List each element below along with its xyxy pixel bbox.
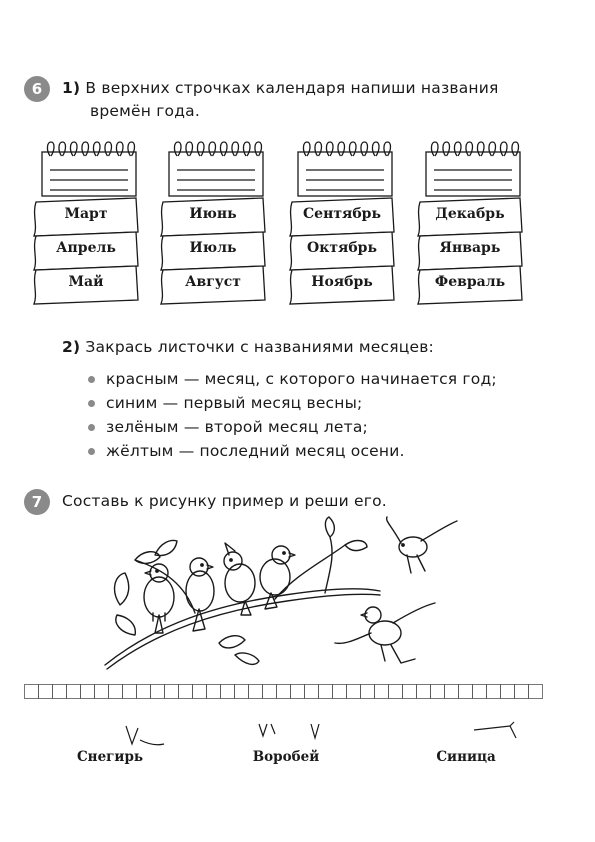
bullfinch-sketch [120,722,170,750]
bird-sparrow-3 [224,543,255,615]
calendar-ring [82,142,89,156]
task6-part1-number: 1) [62,79,81,97]
grid-cell[interactable] [473,685,487,699]
grid-cell[interactable] [193,685,207,699]
month-label: Август [185,274,241,290]
grid-cell[interactable] [361,685,375,699]
grid-cell[interactable] [375,685,389,699]
month-label: Сентябрь [303,206,381,222]
calendar-ring [243,142,250,156]
grid-cell[interactable] [319,685,333,699]
calendar-ring [220,142,227,156]
month-label: Март [64,206,108,222]
calendar-ring [477,142,484,156]
grid-cell[interactable] [137,685,151,699]
calendar-ring [255,142,262,156]
leaf [345,541,367,551]
grid-cell[interactable] [95,685,109,699]
bird-landing [335,603,435,663]
calendar-ring [326,142,333,156]
bullet-dot [88,400,95,407]
grid-cell[interactable] [221,685,235,699]
grid-cell[interactable] [515,685,529,699]
month-label: Май [68,274,104,290]
bird-label-tit: Синица [436,749,496,765]
tit-sketch [470,720,520,746]
calendar-ring [500,142,507,156]
calendar-ring [431,142,438,156]
grid-cell[interactable] [165,685,179,699]
month-label: Апрель [56,240,116,256]
calendar-ring [93,142,100,156]
bullet-item [88,370,497,388]
grid-cell[interactable] [81,685,95,699]
grid-cell[interactable] [417,685,431,699]
task6-part2-number: 2) [62,338,81,356]
grid-cell[interactable] [431,685,445,699]
grid-cell[interactable] [529,685,543,699]
calendar-ring [47,142,54,156]
grid-cell[interactable] [109,685,123,699]
grid-cell[interactable] [53,685,67,699]
bird-flying [387,517,457,573]
calendar-ring [384,142,391,156]
bird-sparrow-1 [144,564,174,633]
month-label: Декабрь [435,206,505,222]
task6-part2-line [62,338,434,356]
task6-part1-line1 [62,79,499,97]
calendar-ring [303,142,310,156]
grid-cell[interactable] [501,685,515,699]
grid-cell[interactable] [403,685,417,699]
leaf [116,615,135,635]
month-label: Февраль [434,274,506,290]
grid-cell[interactable] [277,685,291,699]
bullet-dot [88,448,95,455]
calendar-ring [489,142,496,156]
grid-cell[interactable] [445,685,459,699]
task6-part1-text: В верхних строчках календаря напиши названия [85,79,499,97]
bullet-text: жёлтым — последний месяц осени. [106,442,405,460]
month-label: Октябрь [307,240,377,256]
calendar-ring [116,142,123,156]
birds-illustration [95,515,475,680]
month-label: Июнь [189,206,237,222]
bird-sparrow-4 [260,546,295,609]
grid-cell[interactable] [25,685,39,699]
calendar-ring [372,142,379,156]
bullet-item [88,442,405,460]
task6-part2-text: Закрась листочки с названиями месяцев: [85,338,434,356]
calendar-ring [466,142,473,156]
calendar-ring [197,142,204,156]
month-label: Ноябрь [311,274,373,290]
answer-grid[interactable] [24,684,544,700]
bullet-text: красным — месяц, с которого начинается год; [106,370,497,388]
calendar-ring [209,142,216,156]
calendar-ring [232,142,239,156]
grid-cell[interactable] [347,685,361,699]
month-label: Июль [189,240,237,256]
grid-cell[interactable] [333,685,347,699]
calendar-ring [361,142,368,156]
calendar-ring [128,142,135,156]
month-label: Январь [439,240,501,256]
task-number-7: 7 [24,489,50,515]
sparrow-sketch [255,720,335,742]
task-number-6: 6 [24,76,50,102]
calendar-3 [286,140,398,312]
grid-cell[interactable] [459,685,473,699]
calendar-1 [30,140,142,312]
calendar-2 [157,140,269,312]
bullet-item [88,418,368,436]
calendar-ring [186,142,193,156]
grid-cell[interactable] [263,685,277,699]
grid-cell[interactable] [207,685,221,699]
leaf [325,517,334,537]
calendar-ring [315,142,322,156]
grid-cell[interactable] [123,685,137,699]
calendar-ring [174,142,181,156]
grid-cell[interactable] [151,685,165,699]
bullet-dot [88,424,95,431]
bird-label-sparrow: Воробей [252,749,320,765]
task6-part1-line2: времён года. [90,102,200,120]
bullet-text: зелёным — второй месяц лета; [106,418,368,436]
grid-cell[interactable] [291,685,305,699]
bullet-dot [88,376,95,383]
calendar-ring [512,142,519,156]
grid-cell[interactable] [487,685,501,699]
bird-label-bullfinch: Снегирь [76,749,144,765]
calendar-ring [105,142,112,156]
leaf [115,573,129,605]
calendar-ring [349,142,356,156]
bird-sparrow-2 [186,558,214,631]
grid-cell[interactable] [305,685,319,699]
calendar-ring [70,142,77,156]
grid-cell[interactable] [235,685,249,699]
grid-cell[interactable] [389,685,403,699]
calendar-ring [59,142,66,156]
leaf [235,653,259,664]
grid-cell[interactable] [249,685,263,699]
leaf [219,636,245,648]
bullet-item [88,394,362,412]
calendar-ring [443,142,450,156]
grid-cell[interactable] [39,685,53,699]
calendar-4 [414,140,526,312]
calendar-ring [338,142,345,156]
task7-text: Составь к рисунку пример и реши его. [62,492,387,510]
calendar-ring [454,142,461,156]
grid-cell[interactable] [67,685,81,699]
grid-cell[interactable] [179,685,193,699]
bullet-text: синим — первый месяц весны; [106,394,363,412]
